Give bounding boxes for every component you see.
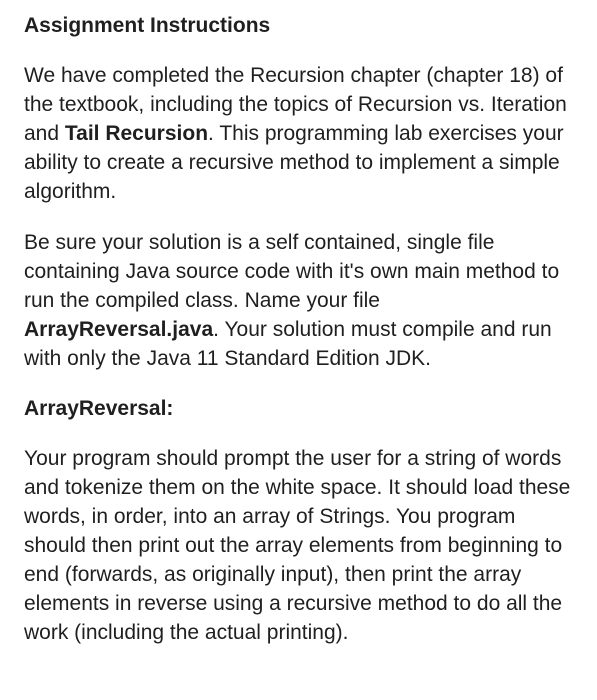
tail-recursion-emphasis: Tail Recursion (64, 122, 209, 145)
intro-text: We have completed the Recursion chapter (chapter 18) of the textbook, including the topics of Recursion vs. Iteration and (24, 64, 567, 145)
requirements-paragraph (24, 228, 577, 373)
task-description-paragraph: Your program should prompt the user for a string of words and tokenize them on the white space. It should load these words, in order, into an array of Strings. You program should then print out the array elements from beginning to end (forwards, as originally input), then print the array elements in reverse using a recursive method to do all the work (including the actual printing). (24, 447, 571, 644)
intro-text-end: . This programming lab exercises your ability to create a recursive method to implement a simple algorithm. (24, 122, 564, 203)
section-heading: ArrayReversal: (24, 397, 174, 420)
requirements-text: Be sure your solution is a self contained, single file containing Java source code with it's own main method to run the compiled class. Name your file (24, 231, 560, 312)
filename-emphasis: ArrayReversal.java (24, 318, 214, 341)
document-title: Assignment Instructions (24, 14, 271, 37)
requirements-text-end: . Your solution must compile and run with only the Java 11 Standard Edition JDK. (24, 318, 552, 370)
intro-paragraph (24, 61, 577, 206)
